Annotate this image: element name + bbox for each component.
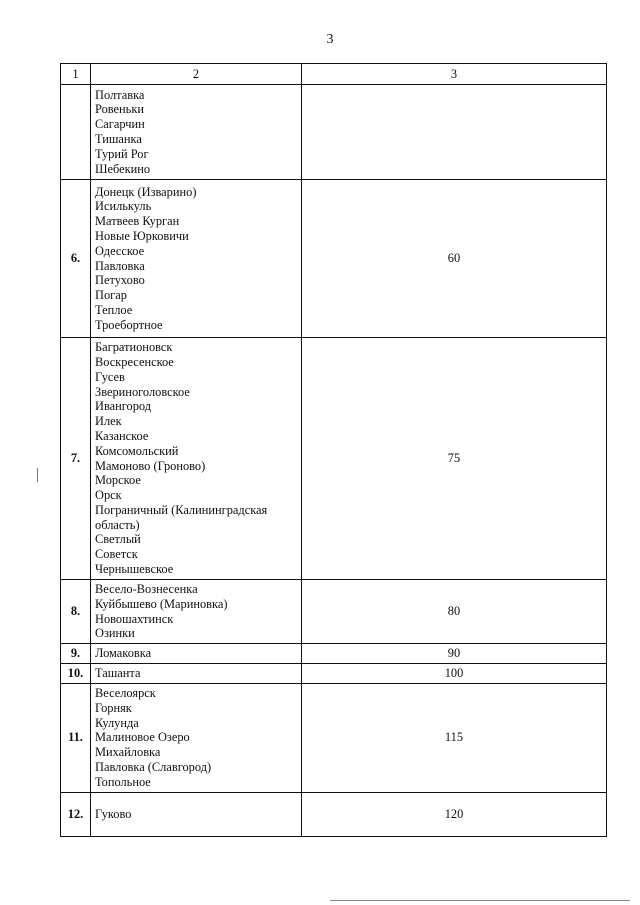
- settlement-name: Орск: [95, 488, 122, 503]
- settlement-name: Кулунда: [95, 715, 139, 730]
- settlement-name: Куйбышево (Мариновка): [95, 596, 228, 611]
- settlement-name: Веселоярск: [95, 685, 156, 700]
- header-col-3: 3: [302, 64, 607, 85]
- settlement-name: Шебекино: [95, 161, 151, 176]
- settlement-name: Новошахтинск: [95, 611, 174, 626]
- row-number: 9.: [61, 644, 91, 664]
- settlement-name: Павловка (Славгород): [95, 759, 212, 774]
- settlement-name: Матвеев Курган: [95, 214, 180, 229]
- table-row: [61, 85, 607, 180]
- row-value: 75: [302, 338, 607, 580]
- settlement-name: Горняк: [95, 700, 132, 715]
- checkpoints-table: [60, 63, 607, 837]
- settlement-name: Морское: [95, 473, 141, 488]
- margin-mark: [37, 468, 38, 482]
- settlement-list: [91, 338, 302, 580]
- table-row: [61, 338, 607, 580]
- header-col-2: 2: [91, 64, 302, 85]
- settlement-name: Турий Рог: [95, 146, 149, 161]
- settlement-name: Озинки: [95, 626, 135, 641]
- row-number: 6.: [61, 180, 91, 338]
- settlement-list: [91, 644, 302, 664]
- settlement-list: [91, 683, 302, 792]
- row-value: 120: [302, 792, 607, 836]
- settlement-name: Новые Юрковичи: [95, 228, 189, 243]
- settlement-list: [91, 792, 302, 836]
- settlement-name: Малиновое Озеро: [95, 730, 190, 745]
- settlement-name: Полтавка: [95, 87, 145, 102]
- settlement-name: Ломаковка: [95, 646, 152, 661]
- settlement-name: Советск: [95, 547, 138, 562]
- settlement-name: Сагарчин: [95, 117, 145, 132]
- settlement-list: [91, 580, 302, 644]
- row-number: 8.: [61, 580, 91, 644]
- settlement-name: Пограничный (Калининградская область): [95, 502, 268, 532]
- row-value: 90: [302, 644, 607, 664]
- settlement-name: Мамоново (Гроново): [95, 458, 206, 473]
- settlement-name: Звериноголовское: [95, 384, 190, 399]
- table-row: [61, 683, 607, 792]
- row-number: 12.: [61, 792, 91, 836]
- settlement-name: Комсомольский: [95, 443, 179, 458]
- row-value: 60: [302, 180, 607, 338]
- settlement-name: Донецк (Изварино): [95, 184, 197, 199]
- table-row: [61, 580, 607, 644]
- row-number: 11.: [61, 683, 91, 792]
- row-value: 100: [302, 664, 607, 684]
- settlement-name: Светлый: [95, 532, 141, 547]
- table-row: [61, 644, 607, 664]
- row-value: 115: [302, 683, 607, 792]
- settlement-name: Тишанка: [95, 132, 142, 146]
- table-row: [61, 180, 607, 338]
- settlement-name: Гуково: [95, 806, 132, 821]
- header-col-1: 1: [61, 64, 91, 85]
- settlement-name: Погар: [95, 288, 127, 303]
- settlement-name: Павловка: [95, 258, 145, 273]
- settlement-name: Ровеньки: [95, 102, 144, 117]
- bottom-rule: [330, 900, 630, 901]
- settlement-name: Ташанта: [95, 666, 141, 681]
- row-value: [302, 85, 607, 180]
- settlement-name: Михайловка: [95, 745, 161, 760]
- settlement-name: Теплое: [95, 302, 133, 317]
- row-value: 80: [302, 580, 607, 644]
- settlement-name: Казанское: [95, 428, 149, 443]
- settlement-name: Чернышевское: [95, 562, 174, 577]
- settlement-name: Топольное: [95, 774, 151, 789]
- settlement-name: Петухово: [95, 273, 145, 288]
- settlement-name: Исилькуль: [95, 199, 152, 214]
- settlement-name: Гусев: [95, 369, 125, 384]
- settlement-name: Илек: [95, 414, 122, 429]
- settlement-name: Троебортное: [95, 317, 163, 332]
- row-number: 7.: [61, 338, 91, 580]
- table-row: [61, 792, 607, 836]
- header-row: [61, 64, 607, 85]
- settlement-name: Ивангород: [95, 399, 152, 414]
- settlement-list: [91, 85, 302, 180]
- table-row: [61, 664, 607, 684]
- settlement-list: [91, 180, 302, 338]
- row-number: [61, 85, 91, 180]
- settlement-name: Одесское: [95, 243, 145, 258]
- settlement-list: [91, 664, 302, 684]
- row-number: 10.: [61, 664, 91, 684]
- settlement-name: Воскресенское: [95, 354, 174, 369]
- page-number: 3: [326, 32, 334, 47]
- settlement-name: Весело-Вознесенка: [95, 582, 198, 596]
- settlement-name: Багратионовск: [95, 340, 173, 355]
